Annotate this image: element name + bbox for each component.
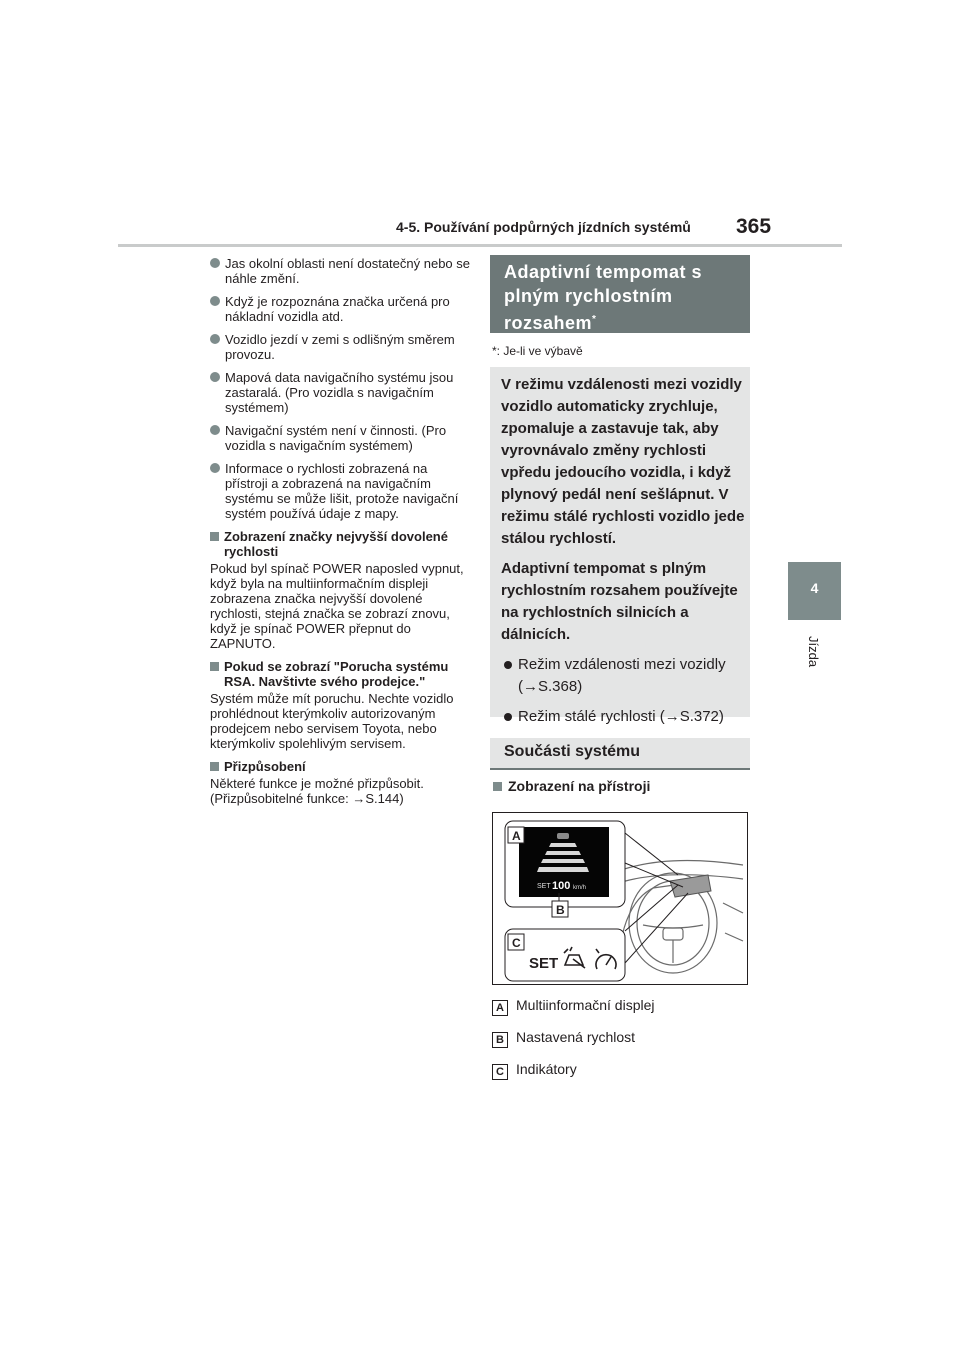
label-a-text: A [512,829,521,843]
list-item-text: Navigační systém není v činnosti. (Pro vozidla s navigačním systémem) [225,423,447,453]
note-text: Pokud byl spínač POWER naposled vypnut, když byla na multiinformačním displeji zobrazena značka nejvyšší dovolené rychlosti, stejná značka se zobrazí znovu, když je spínač POWER přepnut do ZAPNUTO. [210,561,464,651]
note-heading-text: Zobrazení značky nejvyšší dovolené rychlosti [224,529,448,559]
display-unit: km/h [573,885,587,891]
list-item-text: Vozidlo jezdí v zemi s odlišným směrem provozu. [225,332,455,362]
display-speed: 100 [552,880,571,892]
intro-list-item [501,706,746,728]
note-heading-text: Přizpůsobení [224,759,306,774]
square-bullet-icon [210,532,219,541]
bullet-icon [210,463,220,473]
intro-list-item [501,654,746,698]
list-item [210,294,470,324]
list-item-text: Mapová data navigačního systému jsou zastaralá. (Pro vozidla s navigačním systémem) [225,370,454,415]
square-bullet-icon [210,662,219,671]
legend-key: B [492,1032,508,1048]
title-footnote-marker: * [592,314,597,325]
note-text: Systém může mít poruchu. Nechte vozidlo prohlédnout kterýmkoliv autorizovaným prodejcem nebo servisem Toyota, nebo kterýmkoliv spolehlivým servisem. [210,691,454,751]
square-bullet-icon [493,782,502,791]
label-a [508,827,524,843]
display-set-label: SET [537,883,551,890]
legend-key: C [492,1064,508,1080]
bullet-icon [210,372,220,382]
label-c-text: C [512,936,521,950]
steering-wheel-icon [613,861,743,974]
label-b [552,901,568,917]
intro-paragraph: Adaptivní tempomat s plným rychlostním rozsahem používejte na rychlostních silnicích a dálnicích. [501,560,738,643]
note-heading [210,529,470,559]
subsection-heading-box [490,738,750,770]
list-item-text: Informace o rychlosti zobrazená na přístroji a zobrazená na navigačním systému se může lišit, protože navigační systém používá údaje z mapy. [225,461,459,521]
bullet-icon [504,661,512,669]
list-item-text: Když je rozpoznána značka určená pro nákladní vozidla atd. [225,294,450,324]
note-heading-text: Pokud se zobrazí "Porucha systému RSA. Navštivte svého prodejce." [224,659,449,689]
list-item [210,256,470,286]
label-c [508,934,524,950]
chapter-label: Jízda [806,636,821,668]
footnote: *: Je-li ve výbavě [492,344,583,358]
legend-text: Nastavená rychlost [516,1029,636,1045]
bullet-icon [210,334,220,344]
list-item [210,370,470,415]
legend-item [492,1061,577,1080]
main-title [504,260,744,335]
label-b-text: B [556,903,565,917]
legend-key: A [492,1000,508,1016]
header-divider [118,244,842,247]
intro-paragraph: V režimu vzdálenosti mezi vozidly vozidlo automaticky zrychluje, zpomaluje a zastavuje tak, aby vyrovnávalo změny rychlosti vpředu jedoucího vozidla, i když plynový pedál není sešlápnut. V režimu stálé rychlosti vozidlo jede stálou rychlostí. [501,376,745,547]
list-item [210,461,470,521]
legend-text: Indikátory [516,1061,577,1077]
bullet-icon [504,713,512,721]
bullet-icon [210,296,220,306]
legend-item [492,997,655,1016]
main-title-text: Adaptivní tempomat s plným rychlostním rozsahem [504,262,703,333]
page-number: 365 [736,215,772,238]
note-heading [210,659,470,689]
square-bullet-icon [210,762,219,771]
section-title: 4-5. Používání podpůrných jízdních systémů [396,219,691,235]
intro-content [501,374,746,736]
display-heading [493,778,650,794]
bullet-icon [210,425,220,435]
bullet-icon [210,258,220,268]
list-item [210,332,470,362]
intro-box [490,367,750,725]
dashboard-illustration [492,812,748,985]
legend-item [492,1029,635,1048]
left-column [210,256,470,814]
note-heading [210,759,470,774]
intro-list-item-text: Režim vzdálenosti mezi vozidly (→S.368) [518,656,726,695]
note-text: Některé funkce je možné přizpůsobit. (Přizpůsobitelné funkce: →S.144) [210,776,424,806]
chapter-number: 4 [810,580,819,596]
legend-text: Multiinformační displej [516,997,655,1013]
subsection-heading: Součásti systému [504,743,641,760]
intro-list-item-text: Režim stálé rychlosti (→S.372) [518,708,724,725]
list-item-text: Jas okolní oblasti není dostatečný nebo se náhle změní. [225,256,470,286]
section-title-box [490,255,750,333]
list-item [210,423,470,453]
set-indicator: SET [529,955,559,972]
dashboard-drawing [493,813,747,984]
display-heading-text: Zobrazení na přístroji [508,778,651,794]
